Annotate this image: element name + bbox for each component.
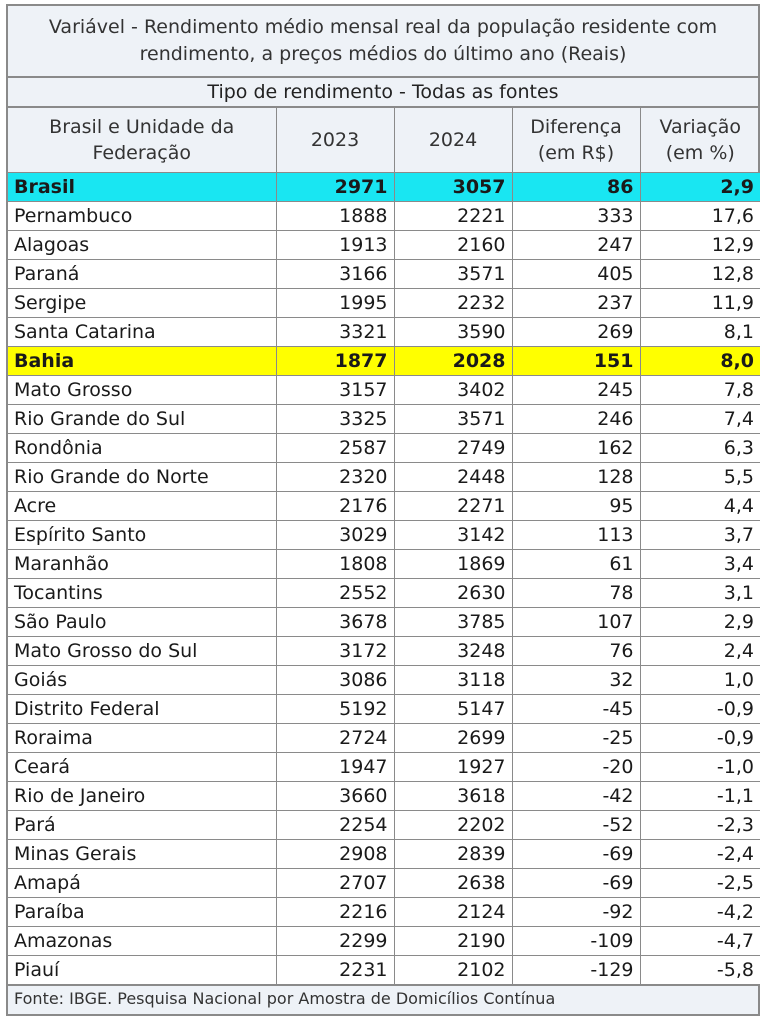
cell-2023: 2908 bbox=[276, 840, 394, 869]
cell-variation: 12,8 bbox=[640, 260, 760, 289]
cell-variation: 7,8 bbox=[640, 376, 760, 405]
income-table-card bbox=[6, 4, 760, 1016]
cell-2024: 2190 bbox=[394, 927, 512, 956]
cell-2024: 2221 bbox=[394, 202, 512, 231]
cell-region: Amazonas bbox=[8, 927, 276, 956]
cell-region: Paraíba bbox=[8, 898, 276, 927]
table-row bbox=[8, 318, 760, 347]
cell-variation: 2,9 bbox=[640, 608, 760, 637]
cell-region: Amapá bbox=[8, 869, 276, 898]
cell-region: Piauí bbox=[8, 956, 276, 985]
cell-region: Minas Gerais bbox=[8, 840, 276, 869]
cell-region: Rondônia bbox=[8, 434, 276, 463]
cell-2024: 3248 bbox=[394, 637, 512, 666]
column-header-2024: 2024 bbox=[394, 108, 512, 173]
cell-variation: 4,4 bbox=[640, 492, 760, 521]
table-row bbox=[8, 695, 760, 724]
cell-2023: 2552 bbox=[276, 579, 394, 608]
cell-region: Goiás bbox=[8, 666, 276, 695]
cell-difference: 333 bbox=[512, 202, 640, 231]
cell-variation: 3,1 bbox=[640, 579, 760, 608]
cell-region: Paraná bbox=[8, 260, 276, 289]
table-row bbox=[8, 492, 760, 521]
cell-variation: 11,9 bbox=[640, 289, 760, 318]
table-subtitle: Tipo de rendimento - Todas as fontes bbox=[8, 78, 758, 108]
cell-difference: -69 bbox=[512, 840, 640, 869]
cell-2023: 3029 bbox=[276, 521, 394, 550]
cell-variation: 8,1 bbox=[640, 318, 760, 347]
cell-region: Roraima bbox=[8, 724, 276, 753]
cell-2023: 2707 bbox=[276, 869, 394, 898]
cell-region: Rio de Janeiro bbox=[8, 782, 276, 811]
cell-2023: 1888 bbox=[276, 202, 394, 231]
cell-2024: 3142 bbox=[394, 521, 512, 550]
cell-2024: 3785 bbox=[394, 608, 512, 637]
cell-region: Acre bbox=[8, 492, 276, 521]
table-row bbox=[8, 521, 760, 550]
table-row bbox=[8, 840, 760, 869]
cell-region: Rio Grande do Norte bbox=[8, 463, 276, 492]
cell-difference: 76 bbox=[512, 637, 640, 666]
cell-variation: 8,0 bbox=[640, 347, 760, 376]
cell-2023: 1808 bbox=[276, 550, 394, 579]
table-row bbox=[8, 202, 760, 231]
column-header-region: Brasil e Unidade da Federação bbox=[8, 108, 276, 173]
cell-difference: 95 bbox=[512, 492, 640, 521]
cell-region: Pará bbox=[8, 811, 276, 840]
cell-difference: 237 bbox=[512, 289, 640, 318]
cell-variation: -5,8 bbox=[640, 956, 760, 985]
table-row bbox=[8, 231, 760, 260]
table-row bbox=[8, 405, 760, 434]
cell-variation: 7,4 bbox=[640, 405, 760, 434]
source-footnote: Fonte: IBGE. Pesquisa Nacional por Amostra de Domicílios Contínua bbox=[8, 985, 758, 1011]
table-row bbox=[8, 956, 760, 985]
table-row bbox=[8, 260, 760, 289]
cell-variation: 3,4 bbox=[640, 550, 760, 579]
cell-difference: -42 bbox=[512, 782, 640, 811]
cell-variation: 1,0 bbox=[640, 666, 760, 695]
table-row bbox=[8, 898, 760, 927]
cell-difference: -52 bbox=[512, 811, 640, 840]
table-row bbox=[8, 724, 760, 753]
cell-2023: 3678 bbox=[276, 608, 394, 637]
cell-2023: 2231 bbox=[276, 956, 394, 985]
table-row bbox=[8, 289, 760, 318]
header-row bbox=[8, 108, 760, 173]
table-title: Variável - Rendimento médio mensal real da população residente com rendimento, a preços médios do último ano (Reais) bbox=[8, 6, 758, 78]
cell-difference: -25 bbox=[512, 724, 640, 753]
table-row bbox=[8, 637, 760, 666]
cell-variation: -2,3 bbox=[640, 811, 760, 840]
cell-2023: 3157 bbox=[276, 376, 394, 405]
cell-region: São Paulo bbox=[8, 608, 276, 637]
cell-difference: -109 bbox=[512, 927, 640, 956]
cell-2023: 3321 bbox=[276, 318, 394, 347]
cell-region: Ceará bbox=[8, 753, 276, 782]
table-row bbox=[8, 173, 760, 202]
table-row bbox=[8, 811, 760, 840]
table-row bbox=[8, 608, 760, 637]
cell-difference: -69 bbox=[512, 869, 640, 898]
column-header-variation: Variação (em %) bbox=[640, 108, 760, 173]
table-row bbox=[8, 927, 760, 956]
cell-2023: 2216 bbox=[276, 898, 394, 927]
cell-2023: 3325 bbox=[276, 405, 394, 434]
cell-variation: -0,9 bbox=[640, 695, 760, 724]
cell-2023: 3086 bbox=[276, 666, 394, 695]
cell-2024: 2839 bbox=[394, 840, 512, 869]
cell-difference: -45 bbox=[512, 695, 640, 724]
cell-variation: -1,1 bbox=[640, 782, 760, 811]
cell-difference: 269 bbox=[512, 318, 640, 347]
cell-region: Mato Grosso do Sul bbox=[8, 637, 276, 666]
cell-2024: 2749 bbox=[394, 434, 512, 463]
cell-2024: 2102 bbox=[394, 956, 512, 985]
cell-2023: 2724 bbox=[276, 724, 394, 753]
cell-2023: 2254 bbox=[276, 811, 394, 840]
cell-2024: 2202 bbox=[394, 811, 512, 840]
cell-2024: 2028 bbox=[394, 347, 512, 376]
cell-difference: 78 bbox=[512, 579, 640, 608]
cell-2024: 1927 bbox=[394, 753, 512, 782]
table-row bbox=[8, 376, 760, 405]
table-row bbox=[8, 579, 760, 608]
cell-2024: 2271 bbox=[394, 492, 512, 521]
cell-2024: 5147 bbox=[394, 695, 512, 724]
cell-variation: 5,5 bbox=[640, 463, 760, 492]
cell-region: Tocantins bbox=[8, 579, 276, 608]
cell-2023: 1995 bbox=[276, 289, 394, 318]
cell-difference: 245 bbox=[512, 376, 640, 405]
table-row bbox=[8, 869, 760, 898]
cell-difference: 128 bbox=[512, 463, 640, 492]
cell-2024: 2448 bbox=[394, 463, 512, 492]
cell-2023: 2971 bbox=[276, 173, 394, 202]
cell-2023: 1877 bbox=[276, 347, 394, 376]
cell-region: Alagoas bbox=[8, 231, 276, 260]
cell-2023: 3172 bbox=[276, 637, 394, 666]
cell-2023: 3166 bbox=[276, 260, 394, 289]
cell-difference: 113 bbox=[512, 521, 640, 550]
cell-2023: 1913 bbox=[276, 231, 394, 260]
cell-region: Sergipe bbox=[8, 289, 276, 318]
cell-variation: -4,7 bbox=[640, 927, 760, 956]
cell-variation: 6,3 bbox=[640, 434, 760, 463]
cell-2023: 1947 bbox=[276, 753, 394, 782]
cell-2024: 2232 bbox=[394, 289, 512, 318]
cell-region: Bahia bbox=[8, 347, 276, 376]
cell-variation: 12,9 bbox=[640, 231, 760, 260]
income-table bbox=[8, 108, 760, 985]
table-body bbox=[8, 173, 760, 985]
table-row bbox=[8, 434, 760, 463]
cell-difference: 247 bbox=[512, 231, 640, 260]
cell-2024: 3402 bbox=[394, 376, 512, 405]
table-row bbox=[8, 782, 760, 811]
cell-2024: 2699 bbox=[394, 724, 512, 753]
cell-region: Distrito Federal bbox=[8, 695, 276, 724]
column-header-2023: 2023 bbox=[276, 108, 394, 173]
cell-difference: 162 bbox=[512, 434, 640, 463]
cell-variation: -4,2 bbox=[640, 898, 760, 927]
cell-region: Espírito Santo bbox=[8, 521, 276, 550]
cell-2023: 2299 bbox=[276, 927, 394, 956]
cell-2024: 3618 bbox=[394, 782, 512, 811]
cell-difference: 32 bbox=[512, 666, 640, 695]
cell-2024: 3118 bbox=[394, 666, 512, 695]
table-row bbox=[8, 347, 760, 376]
cell-difference: 405 bbox=[512, 260, 640, 289]
table-row bbox=[8, 463, 760, 492]
cell-2024: 3571 bbox=[394, 260, 512, 289]
table-row bbox=[8, 666, 760, 695]
cell-region: Mato Grosso bbox=[8, 376, 276, 405]
cell-2024: 2638 bbox=[394, 869, 512, 898]
cell-2023: 2320 bbox=[276, 463, 394, 492]
cell-2024: 2160 bbox=[394, 231, 512, 260]
table-row bbox=[8, 753, 760, 782]
cell-variation: -2,5 bbox=[640, 869, 760, 898]
cell-region: Brasil bbox=[8, 173, 276, 202]
cell-region: Pernambuco bbox=[8, 202, 276, 231]
cell-region: Santa Catarina bbox=[8, 318, 276, 347]
cell-difference: -20 bbox=[512, 753, 640, 782]
cell-2024: 3571 bbox=[394, 405, 512, 434]
cell-2024: 1869 bbox=[394, 550, 512, 579]
cell-difference: 151 bbox=[512, 347, 640, 376]
table-row bbox=[8, 550, 760, 579]
cell-difference: 61 bbox=[512, 550, 640, 579]
cell-2024: 2124 bbox=[394, 898, 512, 927]
cell-2023: 5192 bbox=[276, 695, 394, 724]
cell-variation: 3,7 bbox=[640, 521, 760, 550]
cell-2024: 3057 bbox=[394, 173, 512, 202]
cell-difference: -92 bbox=[512, 898, 640, 927]
cell-difference: 86 bbox=[512, 173, 640, 202]
cell-2023: 2176 bbox=[276, 492, 394, 521]
cell-variation: -2,4 bbox=[640, 840, 760, 869]
cell-variation: -0,9 bbox=[640, 724, 760, 753]
cell-variation: -1,0 bbox=[640, 753, 760, 782]
cell-difference: -129 bbox=[512, 956, 640, 985]
cell-difference: 107 bbox=[512, 608, 640, 637]
cell-variation: 2,9 bbox=[640, 173, 760, 202]
cell-2023: 3660 bbox=[276, 782, 394, 811]
column-header-difference: Diferença (em R$) bbox=[512, 108, 640, 173]
cell-region: Maranhão bbox=[8, 550, 276, 579]
cell-2024: 2630 bbox=[394, 579, 512, 608]
cell-2023: 2587 bbox=[276, 434, 394, 463]
cell-difference: 246 bbox=[512, 405, 640, 434]
cell-variation: 2,4 bbox=[640, 637, 760, 666]
cell-region: Rio Grande do Sul bbox=[8, 405, 276, 434]
cell-variation: 17,6 bbox=[640, 202, 760, 231]
cell-2024: 3590 bbox=[394, 318, 512, 347]
